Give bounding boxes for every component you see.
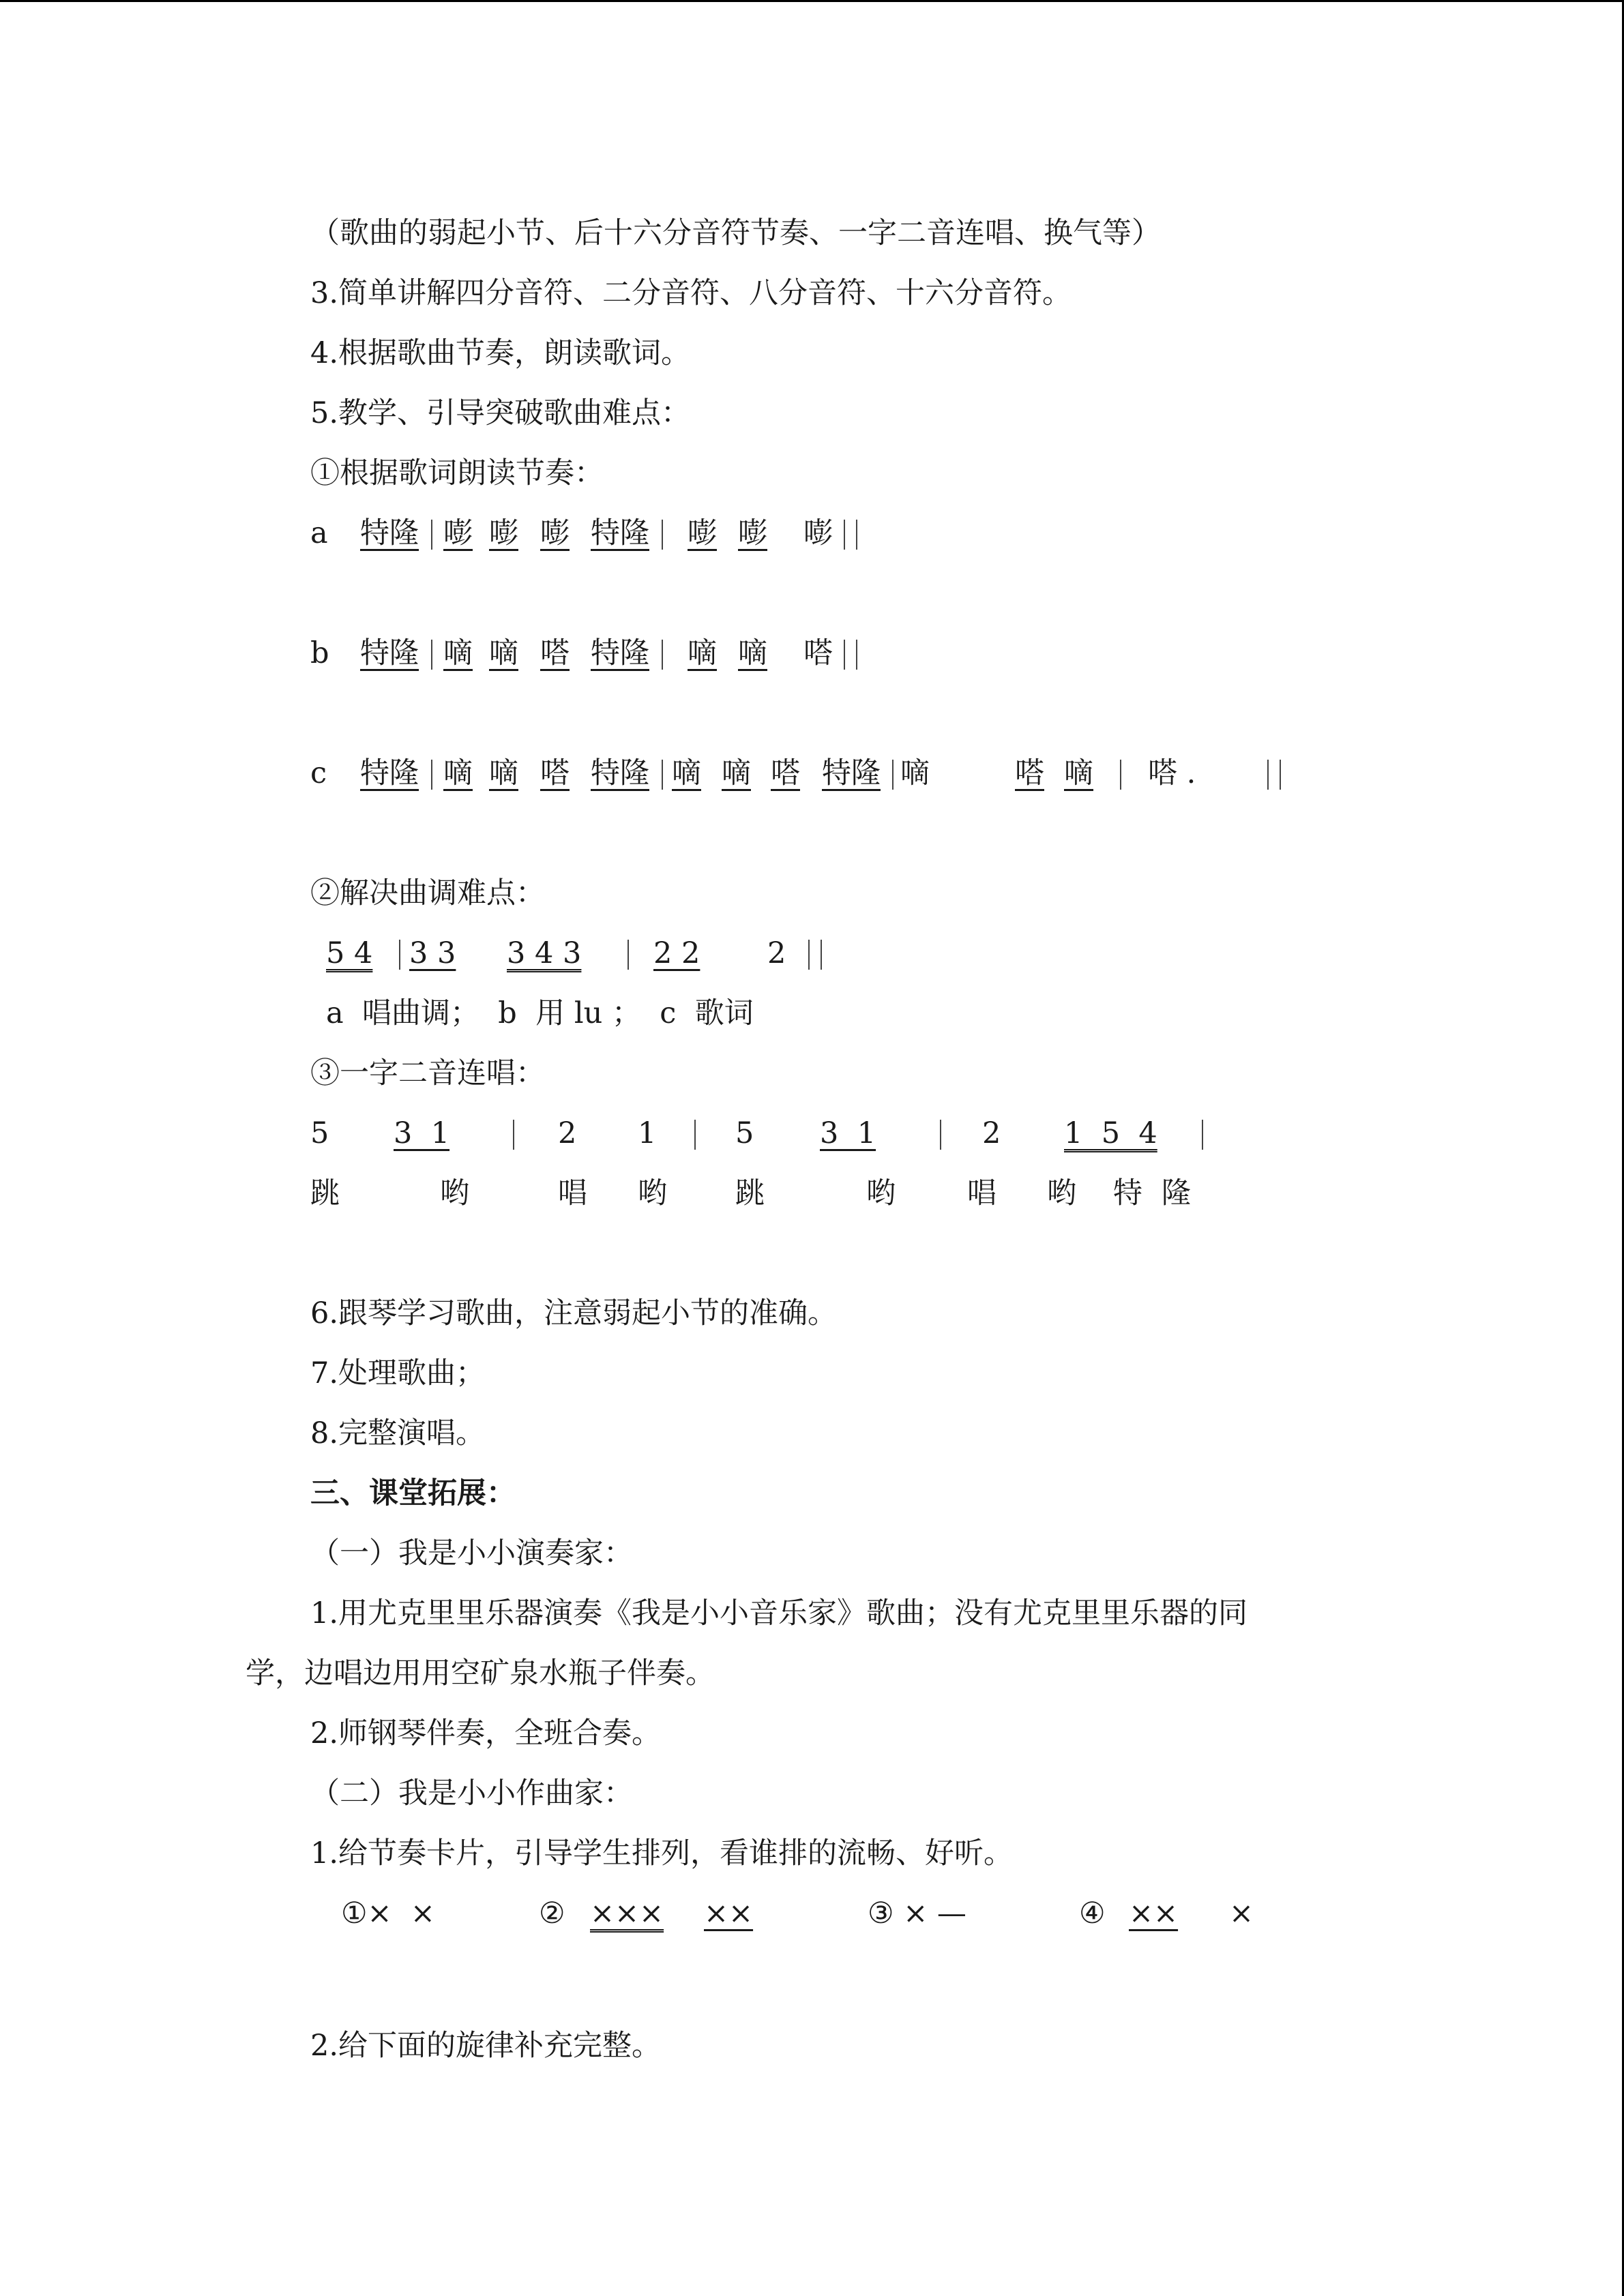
rhythm-syllable: 嘀 xyxy=(672,756,701,790)
end-bar-line xyxy=(856,640,857,670)
bar-line xyxy=(513,1120,514,1150)
melody-notes: 2 2 xyxy=(653,936,700,970)
text-line: （歌曲的弱起小节、后十六分音符节奏、一字二音连唱、换气等） xyxy=(310,216,1161,250)
rhythm-label: a xyxy=(310,516,328,550)
rhythm-syllable: 嗒 xyxy=(540,636,570,670)
melody-notes: 3 4 3 xyxy=(507,936,582,970)
section-heading: 三、课堂拓展： xyxy=(310,1476,516,1510)
rhythm-syllable: 嗒 xyxy=(540,756,570,790)
rhythm-syllable: 嘀 xyxy=(688,636,717,670)
text-line: a 唱曲调； b 用 lu ； c 歌词 xyxy=(326,996,754,1030)
lyric: 跳 xyxy=(310,1176,340,1210)
melody-notes: 3 3 xyxy=(409,936,456,970)
bar-line xyxy=(892,760,894,790)
text-line: 5.教学、引导突破歌曲难点： xyxy=(310,396,691,430)
end-bar-line xyxy=(808,940,810,970)
bar-line xyxy=(628,940,629,970)
rhythm-card-number: ② xyxy=(539,1896,565,1930)
rhythm-syllable: 嘀 xyxy=(489,636,518,670)
rhythm-card: ①× × xyxy=(341,1896,435,1930)
rhythm-syllable: 特隆 xyxy=(360,756,419,790)
rhythm-card-notes: ××× xyxy=(590,1896,664,1930)
lyric: 隆 xyxy=(1162,1176,1191,1210)
bar-line xyxy=(662,760,663,790)
lyric: 哟 xyxy=(638,1176,667,1210)
rhythm-syllable: 嗒 xyxy=(803,636,833,670)
rhythm-syllable: 嘭 xyxy=(738,516,767,550)
bar-line xyxy=(431,520,432,550)
page-top-border xyxy=(0,0,1624,2)
subsection-heading: （二）我是小小作曲家： xyxy=(310,1776,633,1810)
rhythm-syllable: 特隆 xyxy=(591,516,649,550)
rhythm-syllable: 嗒 xyxy=(1015,756,1044,790)
rhythm-syllable: 嘭 xyxy=(540,516,570,550)
bar-line xyxy=(694,1120,696,1150)
text-line: 学，边唱边用用空矿泉水瓶子伴奏。 xyxy=(246,1656,715,1690)
note: 5 xyxy=(310,1116,329,1150)
end-bar-line xyxy=(856,520,857,550)
melody-notes: 2 xyxy=(767,936,786,970)
note: 3 1 xyxy=(394,1116,450,1150)
text-line: 7.处理歌曲； xyxy=(310,1356,486,1390)
end-bar-line xyxy=(821,940,822,970)
rhythm-card-number: ④ xyxy=(1079,1896,1106,1930)
lyric: 唱 xyxy=(558,1176,587,1210)
lyric: 哟 xyxy=(1047,1176,1076,1210)
rhythm-syllable: 嘀 xyxy=(722,756,751,790)
text-line: 6.跟琴学习歌曲，注意弱起小节的准确。 xyxy=(310,1296,838,1330)
lyric: 哟 xyxy=(866,1176,896,1210)
text-line: ③一字二音连唱： xyxy=(310,1056,545,1090)
lyric: 跳 xyxy=(735,1176,765,1210)
rhythm-syllable: 嗒 xyxy=(771,756,800,790)
bar-line xyxy=(1202,1120,1203,1150)
text-line: 1.给节奏卡片，引导学生排列，看谁排的流畅、好听。 xyxy=(310,1836,1014,1870)
rhythm-syllable: 嘀 xyxy=(489,756,518,790)
text-line: ②解决曲调难点： xyxy=(310,876,545,910)
note: 2 xyxy=(558,1116,577,1150)
bar-line xyxy=(662,520,663,550)
rhythm-card-notes: × xyxy=(1229,1896,1254,1930)
bar-line xyxy=(431,760,432,790)
rhythm-syllable: 嘭 xyxy=(688,516,717,550)
melody-notes: 5 4 xyxy=(326,936,373,970)
note: 2 xyxy=(982,1116,1001,1150)
note: 1 xyxy=(638,1116,657,1150)
rhythm-syllable: 特隆 xyxy=(360,516,419,550)
rhythm-syllable: 特隆 xyxy=(360,636,419,670)
text-line: 3.简单讲解四分音符、二分音符、八分音符、十六分音符。 xyxy=(310,276,1072,310)
rhythm-syllable: 特隆 xyxy=(822,756,881,790)
rhythm-syllable: 特隆 xyxy=(591,756,649,790)
bar-line xyxy=(662,640,663,670)
text-line: 8.完整演唱。 xyxy=(310,1416,486,1450)
lyric: 特 xyxy=(1113,1176,1142,1210)
subsection-heading: （一）我是小小演奏家： xyxy=(310,1536,633,1570)
note: 3 1 xyxy=(820,1116,876,1150)
text-line: 4.根据歌曲节奏，朗读歌词。 xyxy=(310,336,691,370)
text-line: ①根据歌词朗读节奏： xyxy=(310,456,604,490)
rhythm-syllable: 嘀 xyxy=(443,636,473,670)
note: 5 xyxy=(735,1116,754,1150)
rhythm-syllable: 嘭 xyxy=(489,516,518,550)
text-line: 2.师钢琴伴奏，全班合奏。 xyxy=(310,1716,662,1750)
rhythm-syllable: 嗒 . xyxy=(1148,756,1196,790)
rhythm-syllable: 嘀 xyxy=(900,756,930,790)
rhythm-syllable: 嘭 xyxy=(803,516,833,550)
bar-line xyxy=(431,640,432,670)
rhythm-label: b xyxy=(310,636,329,670)
lyric: 唱 xyxy=(967,1176,996,1210)
text-line: 1.用尤克里里乐器演奏《我是小小音乐家》歌曲；没有尤克里里乐器的同 xyxy=(310,1596,1248,1630)
rhythm-card-notes: ×× xyxy=(1129,1896,1179,1930)
text-line: 2.给下面的旋律补充完整。 xyxy=(310,2029,662,2063)
rhythm-syllable: 嘭 xyxy=(443,516,473,550)
rhythm-syllable: 嘀 xyxy=(443,756,473,790)
end-bar-line xyxy=(1267,760,1269,790)
rhythm-card: ③ × — xyxy=(868,1896,966,1930)
bar-line xyxy=(1120,760,1121,790)
bar-line xyxy=(399,940,400,970)
end-bar-line xyxy=(844,640,845,670)
lyric: 哟 xyxy=(440,1176,469,1210)
end-bar-line xyxy=(844,520,845,550)
end-bar-line xyxy=(1280,760,1281,790)
rhythm-syllable: 嘀 xyxy=(1064,756,1093,790)
bar-line xyxy=(940,1120,941,1150)
rhythm-label: c xyxy=(310,756,327,790)
rhythm-syllable: 特隆 xyxy=(591,636,649,670)
note: 1 5 4 xyxy=(1064,1116,1157,1150)
rhythm-card-notes: ×× xyxy=(704,1896,754,1930)
rhythm-syllable: 嘀 xyxy=(738,636,767,670)
